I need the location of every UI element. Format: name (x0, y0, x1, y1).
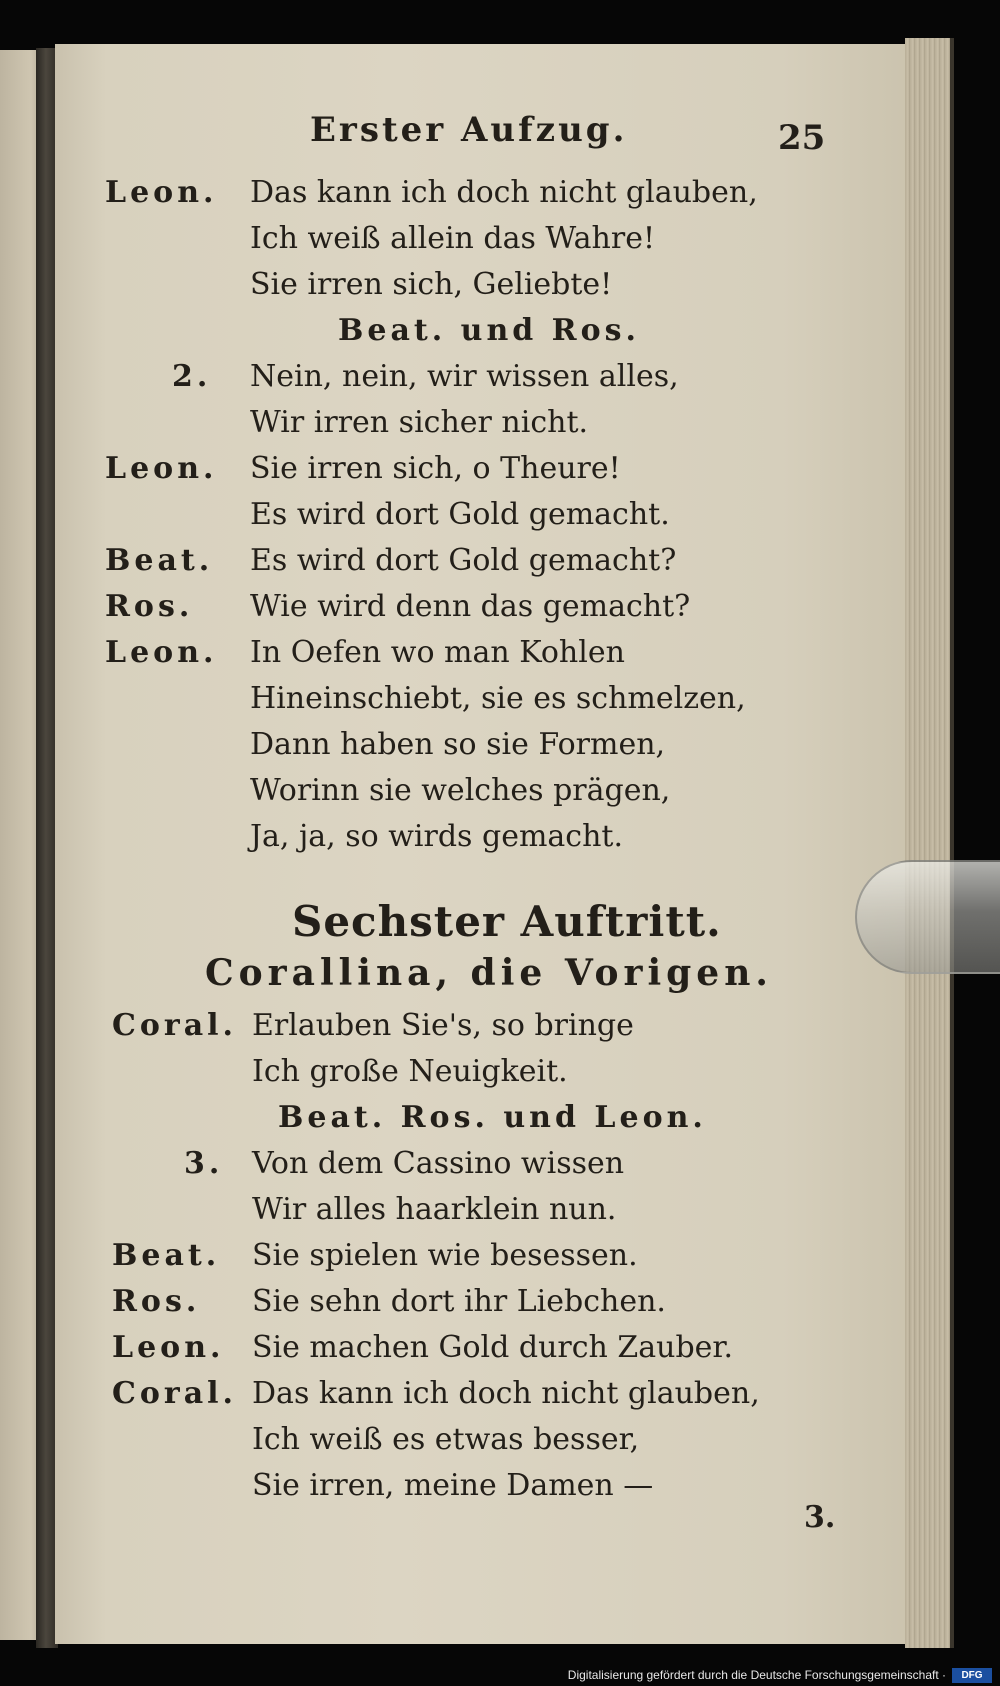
verse-line: Nein, nein, wir wissen alles, (250, 359, 679, 394)
verse-line: Ich weiß es etwas besser, (252, 1422, 640, 1457)
verse-line: Dann haben so sie Formen, (250, 727, 666, 762)
verse-line: Es wird dort Gold gemacht. (250, 497, 670, 532)
verse-line: Sie spielen wie besessen. (252, 1238, 638, 1273)
verse-line: Ja, ja, so wirds gemacht. (250, 819, 623, 854)
running-title: Erster Aufzug. (310, 110, 628, 150)
verse-line: Worinn sie welches prägen, (250, 773, 671, 808)
speaker-label: Coral. (112, 1376, 237, 1411)
speaker-label: Leon. (112, 1330, 225, 1365)
verse-line: Sie irren sich, Geliebte! (250, 267, 613, 302)
verse-line: Sie machen Gold durch Zauber. (252, 1330, 733, 1365)
speaker-heading: Beat. und Ros. (338, 313, 640, 348)
verse-line: Erlauben Sie's, so bringe (252, 1008, 634, 1043)
speaker-label: Coral. (112, 1008, 237, 1043)
dfg-logo: DFG (952, 1668, 992, 1683)
verse-line: Sie sehn dort ihr Liebchen. (252, 1284, 666, 1319)
verse-line: Ich weiß allein das Wahre! (250, 221, 655, 256)
verse-line: Wir alles haarklein nun. (252, 1192, 617, 1227)
verse-line: Sie irren sich, o Theure! (250, 451, 621, 486)
speaker-label: Leon. (105, 175, 218, 210)
page-number: 25 (778, 118, 826, 158)
verse-line: Sie irren, meine Damen — (252, 1468, 654, 1503)
speaker-label: Ros. (112, 1284, 201, 1319)
verse-line: Wir irren sicher nicht. (250, 405, 589, 440)
verse-line: Hineinschiebt, sie es schmelzen, (250, 681, 746, 716)
speaker-heading: Beat. Ros. und Leon. (278, 1100, 707, 1135)
verse-line: Von dem Cassino wissen (252, 1146, 625, 1181)
verse-line: Wie wird denn das gemacht? (250, 589, 691, 624)
speaker-label: Leon. (105, 451, 218, 486)
verse-number: 3. (184, 1146, 224, 1181)
digitization-credit: Digitalisierung gefördert durch die Deutsche Forschungsgemeinschaft · (567, 1668, 946, 1682)
verse-line: Das kann ich doch nicht glauben, (252, 1376, 760, 1411)
speaker-label: Beat. (112, 1238, 221, 1273)
scene-cast: Corallina, die Vorigen. (205, 952, 773, 994)
scene-title: Sechster Auftritt. (292, 897, 722, 946)
verse-number: 2. (172, 359, 212, 394)
verse-line: Ich große Neuigkeit. (252, 1054, 568, 1089)
catchword: 3. (804, 1500, 836, 1535)
verse-line: Es wird dort Gold gemacht? (250, 543, 677, 578)
speaker-label: Leon. (105, 635, 218, 670)
speaker-label: Beat. (105, 543, 214, 578)
verse-line: In Oefen wo man Kohlen (250, 635, 625, 670)
verse-line: Das kann ich doch nicht glauben, (250, 175, 758, 210)
speaker-label: Ros. (105, 589, 194, 624)
page-clamp (855, 860, 1000, 974)
